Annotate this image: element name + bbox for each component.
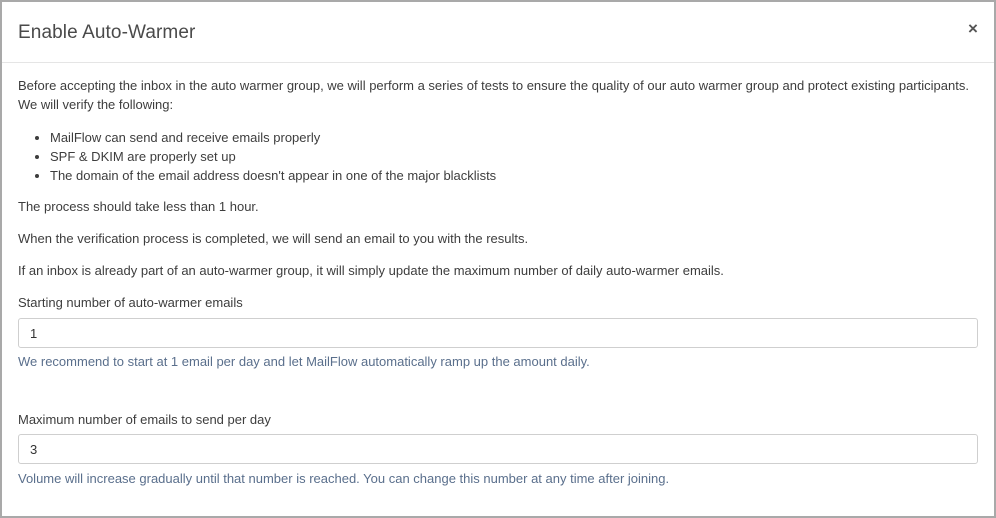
list-item: • SPF & DKIM are properly set up [50, 147, 496, 166]
close-icon[interactable]: × [968, 19, 978, 38]
list-item: • MailFlow can send and receive emails properly [50, 128, 496, 147]
completion-note: When the verification process is completed, we will send an email to you with the results. [18, 231, 529, 246]
modal-title: Enable Auto-Warmer [18, 22, 196, 43]
duration-note: The process should take less than 1 hour. [18, 199, 259, 214]
verification-checklist [50, 128, 496, 185]
max-emails-input[interactable] [18, 434, 978, 464]
max-emails-help: Volume will increase gradually until that number is reached. You can change this number at any time after joining. [18, 471, 670, 486]
existing-group-note: If an inbox is already part of an auto-warmer group, it will simply update the maximum number of daily auto-warmer emails. [18, 263, 724, 278]
intro-text: Before accepting the inbox in the auto warmer group, we will perform a series of tests to ensure the quality of our auto warmer group and protect existing participants. [18, 78, 969, 93]
starting-emails-input[interactable] [18, 318, 978, 348]
verify-intro-text: We will verify the following: [18, 97, 174, 112]
modal-header [2, 2, 994, 63]
starting-emails-label: Starting number of auto-warmer emails [18, 295, 243, 310]
list-item: • The domain of the email address doesn't appear in one of the major blacklists [50, 166, 496, 185]
max-emails-label: Maximum number of emails to send per day [18, 412, 271, 427]
starting-emails-help: We recommend to start at 1 email per day and let MailFlow automatically ramp up the amount daily. [18, 354, 590, 369]
